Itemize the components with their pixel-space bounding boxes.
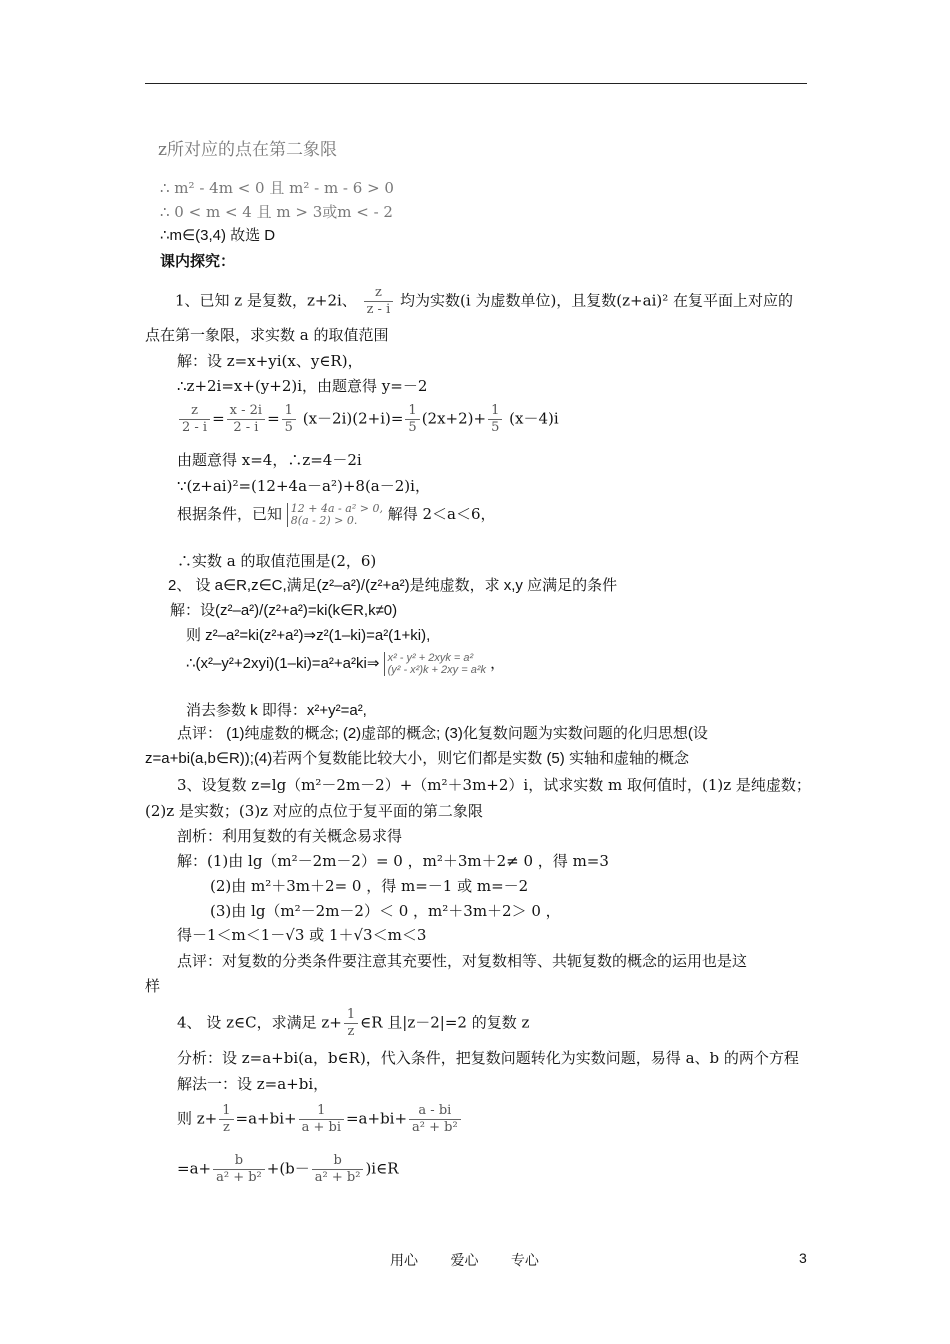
numerator: a - bi <box>409 1103 461 1120</box>
denominator: z - i <box>366 302 391 317</box>
text-line: ∴z+2i=x+(y+2)i，由题意得 y=－2 <box>177 377 428 395</box>
numerator: 1 <box>282 403 296 420</box>
equation-line <box>177 1153 398 1186</box>
footer-item: 专心 <box>510 1253 539 1269</box>
text-line: (2)由 m²＋3m＋2= 0 ，得 m=－1 或 m=－2 <box>210 877 529 895</box>
text-line: 点在第一象限，求实数 a 的取值范围 <box>145 326 389 344</box>
fraction <box>282 403 296 436</box>
text-span: 均为实数(i 为虚数单位)，且复数(z+ai)² 在复平面上对应的 <box>400 291 793 310</box>
text-span: ， <box>490 654 506 672</box>
system-row: (y² - x²)k + 2xy = a²k <box>387 664 486 676</box>
page-number: 3 <box>799 1250 807 1266</box>
text-span: 根据条件，已知 <box>177 505 283 523</box>
fraction <box>179 403 210 436</box>
numerator: z <box>364 285 394 302</box>
text-span: =a+ <box>177 1159 212 1178</box>
text-line: (3)由 lg（m²－2m－2）＜ 0 ，m²＋3m＋2＞ 0 ， <box>210 902 561 920</box>
text-line: z所对应的点在第二象限 <box>158 140 337 160</box>
numerator: 1 <box>219 1103 233 1120</box>
numerator: b <box>312 1153 364 1170</box>
text-line: 解：设 z=x+yi(x、y∈R)， <box>177 352 363 370</box>
denominator: a² + b² <box>314 1170 361 1185</box>
math-line: ∴ m² - 4m < 0 且 m² - m - 6 > 0 <box>160 179 394 197</box>
problem-3-line: 3、设复数 z=lg（m²－2m－2）+（m²＋3m+2）i，试求实数 m 取何值时，(1)z 是纯虚数； <box>177 776 811 794</box>
text-line: ∴m∈(3,4) 故选 D <box>160 227 276 244</box>
text-line: 由题意得 x=4，∴z=4－2i <box>177 451 362 469</box>
fraction <box>312 1153 364 1186</box>
header-rule <box>145 83 807 84</box>
problem-2-line: 2、 设 a∈R,z∈C,满足(z²–a²)/(z²+a²)是纯虚数，求 x,y 应满足的条件 <box>168 577 618 594</box>
text-line: ∴实数 a 的取值范围是(2，6) <box>177 552 377 570</box>
text-line: 点评：对复数的分类条件要注意其充要性，对复数相等、共轭复数的概念的运用也是这 <box>177 952 748 970</box>
fraction <box>219 1103 233 1136</box>
text-line <box>177 503 496 527</box>
text-span: (x－4)i <box>509 409 559 428</box>
text-span: =a+bi+ <box>235 1109 297 1128</box>
system-row: x² - y² + 2xyk = a² <box>387 652 474 664</box>
text-line: z=a+bi(a,b∈R));(4)若两个复数能比较大小，则它们都是实数 (5) 实轴和虚轴的概念 <box>145 750 689 767</box>
fraction <box>405 403 419 436</box>
text-span: ∈R 且|z－2|=2 的复数 z <box>360 1013 530 1032</box>
text-line: (2)z 是实数；(3)z 对应的点位于复平面的第二象限 <box>145 802 483 820</box>
denominator: z <box>347 1024 355 1039</box>
denominator: 5 <box>491 420 500 435</box>
fraction <box>488 403 502 436</box>
text-line: 消去参数 k 即得：x²+y²=a², <box>186 702 367 719</box>
numerator: 1 <box>344 1007 358 1024</box>
text-span: ∴(x²–y²+2xyi)(1–ki)=a²+a²ki⇒ <box>186 654 380 672</box>
equation-line: $\frac{z}{2 - i}$ = $\frac{x - 2i}{2 - i}$ = $\frac{1}{5}$ (x－2i)(2+i)= $\frac{1}{5}$ (2x+2)+ $\frac{1}{5}$ (x－4)i <box>177 403 559 436</box>
equation-line <box>177 1103 463 1136</box>
denominator: 2 - i <box>233 420 259 435</box>
problem-1-line <box>175 285 793 318</box>
equation-system <box>287 503 383 527</box>
numerator: 1 <box>299 1103 344 1120</box>
numerator: z <box>179 403 210 420</box>
text-span: (x－2i)(2+i)= <box>302 409 404 428</box>
fraction <box>409 1103 461 1136</box>
denominator: 5 <box>408 420 417 435</box>
text-line: ∵(z+ai)²=(12+4a－a²)+8(a－2)i， <box>177 477 430 495</box>
text-span: 解得 2＜a＜6， <box>387 505 496 523</box>
text-line: 分析：设 z=a+bi(a，b∈R)，代入条件，把复数问题转化为实数问题，易得 a、b 的两个方程 <box>177 1049 799 1067</box>
text-span: 4、 设 z∈C，求满足 z+ <box>177 1013 342 1032</box>
equation-system <box>384 652 486 676</box>
text-line: 得－1＜m＜1－√3 或 1＋√3＜m＜3 <box>177 926 427 944</box>
page-footer <box>390 1250 567 1270</box>
text-span: 则 z+ <box>177 1109 218 1128</box>
problem-4-line <box>177 1007 529 1040</box>
text-line: 解：(1)由 lg（m²－2m－2）= 0 ，m²＋3m＋2≠ 0 ，得 m=3 <box>177 852 609 870</box>
system-row: 8(a - 2) > 0. <box>290 514 358 527</box>
text-span: =a+bi+ <box>345 1109 408 1128</box>
numerator: 1 <box>405 403 419 420</box>
denominator: z <box>222 1120 230 1135</box>
fraction <box>227 403 265 436</box>
text-line: 解法一：设 z=a+bi， <box>177 1075 329 1093</box>
text-line: 剖析：利用复数的有关概念易求得 <box>177 827 403 845</box>
fraction <box>213 1153 265 1186</box>
text-span: 1、已知 z 是复数，z+2i、 <box>175 291 357 310</box>
fraction <box>344 1007 358 1040</box>
system-row: 12 + 4a - a² > 0, <box>290 502 383 515</box>
text-line <box>186 652 505 676</box>
text-line: 样 <box>145 977 161 995</box>
text-span: +(b－ <box>266 1159 310 1178</box>
footer-item: 爱心 <box>450 1253 479 1269</box>
text-span: (2x+2)+ <box>421 409 487 428</box>
numerator: x - 2i <box>227 403 265 420</box>
denominator: 2 - i <box>182 420 208 435</box>
section-heading: 课内探究： <box>160 252 236 270</box>
footer-item: 用心 <box>390 1253 418 1269</box>
text-span: )i∈R <box>365 1159 399 1178</box>
denominator: 5 <box>284 420 293 435</box>
numerator: 1 <box>488 403 502 420</box>
numerator: b <box>213 1153 265 1170</box>
math-line: ∴ 0 < m < 4 且 m > 3或m < - 2 <box>160 203 393 221</box>
fraction <box>299 1103 344 1136</box>
text-line: 则 z²–a²=ki(z²+a²)⇒z²(1–ki)=a²(1+ki), <box>186 627 431 644</box>
text-line: 点评： (1)纯虚数的概念; (2)虚部的概念; (3)化复数问题为实数问题的化归思想(设 <box>177 725 708 742</box>
denominator: a² + b² <box>216 1170 262 1185</box>
denominator: a² + b² <box>412 1120 458 1135</box>
denominator: a + bi <box>301 1120 341 1135</box>
fraction <box>364 285 394 318</box>
text-line: 解：设(z²–a²)/(z²+a²)=ki(k∈R,k≠0) <box>170 602 398 619</box>
